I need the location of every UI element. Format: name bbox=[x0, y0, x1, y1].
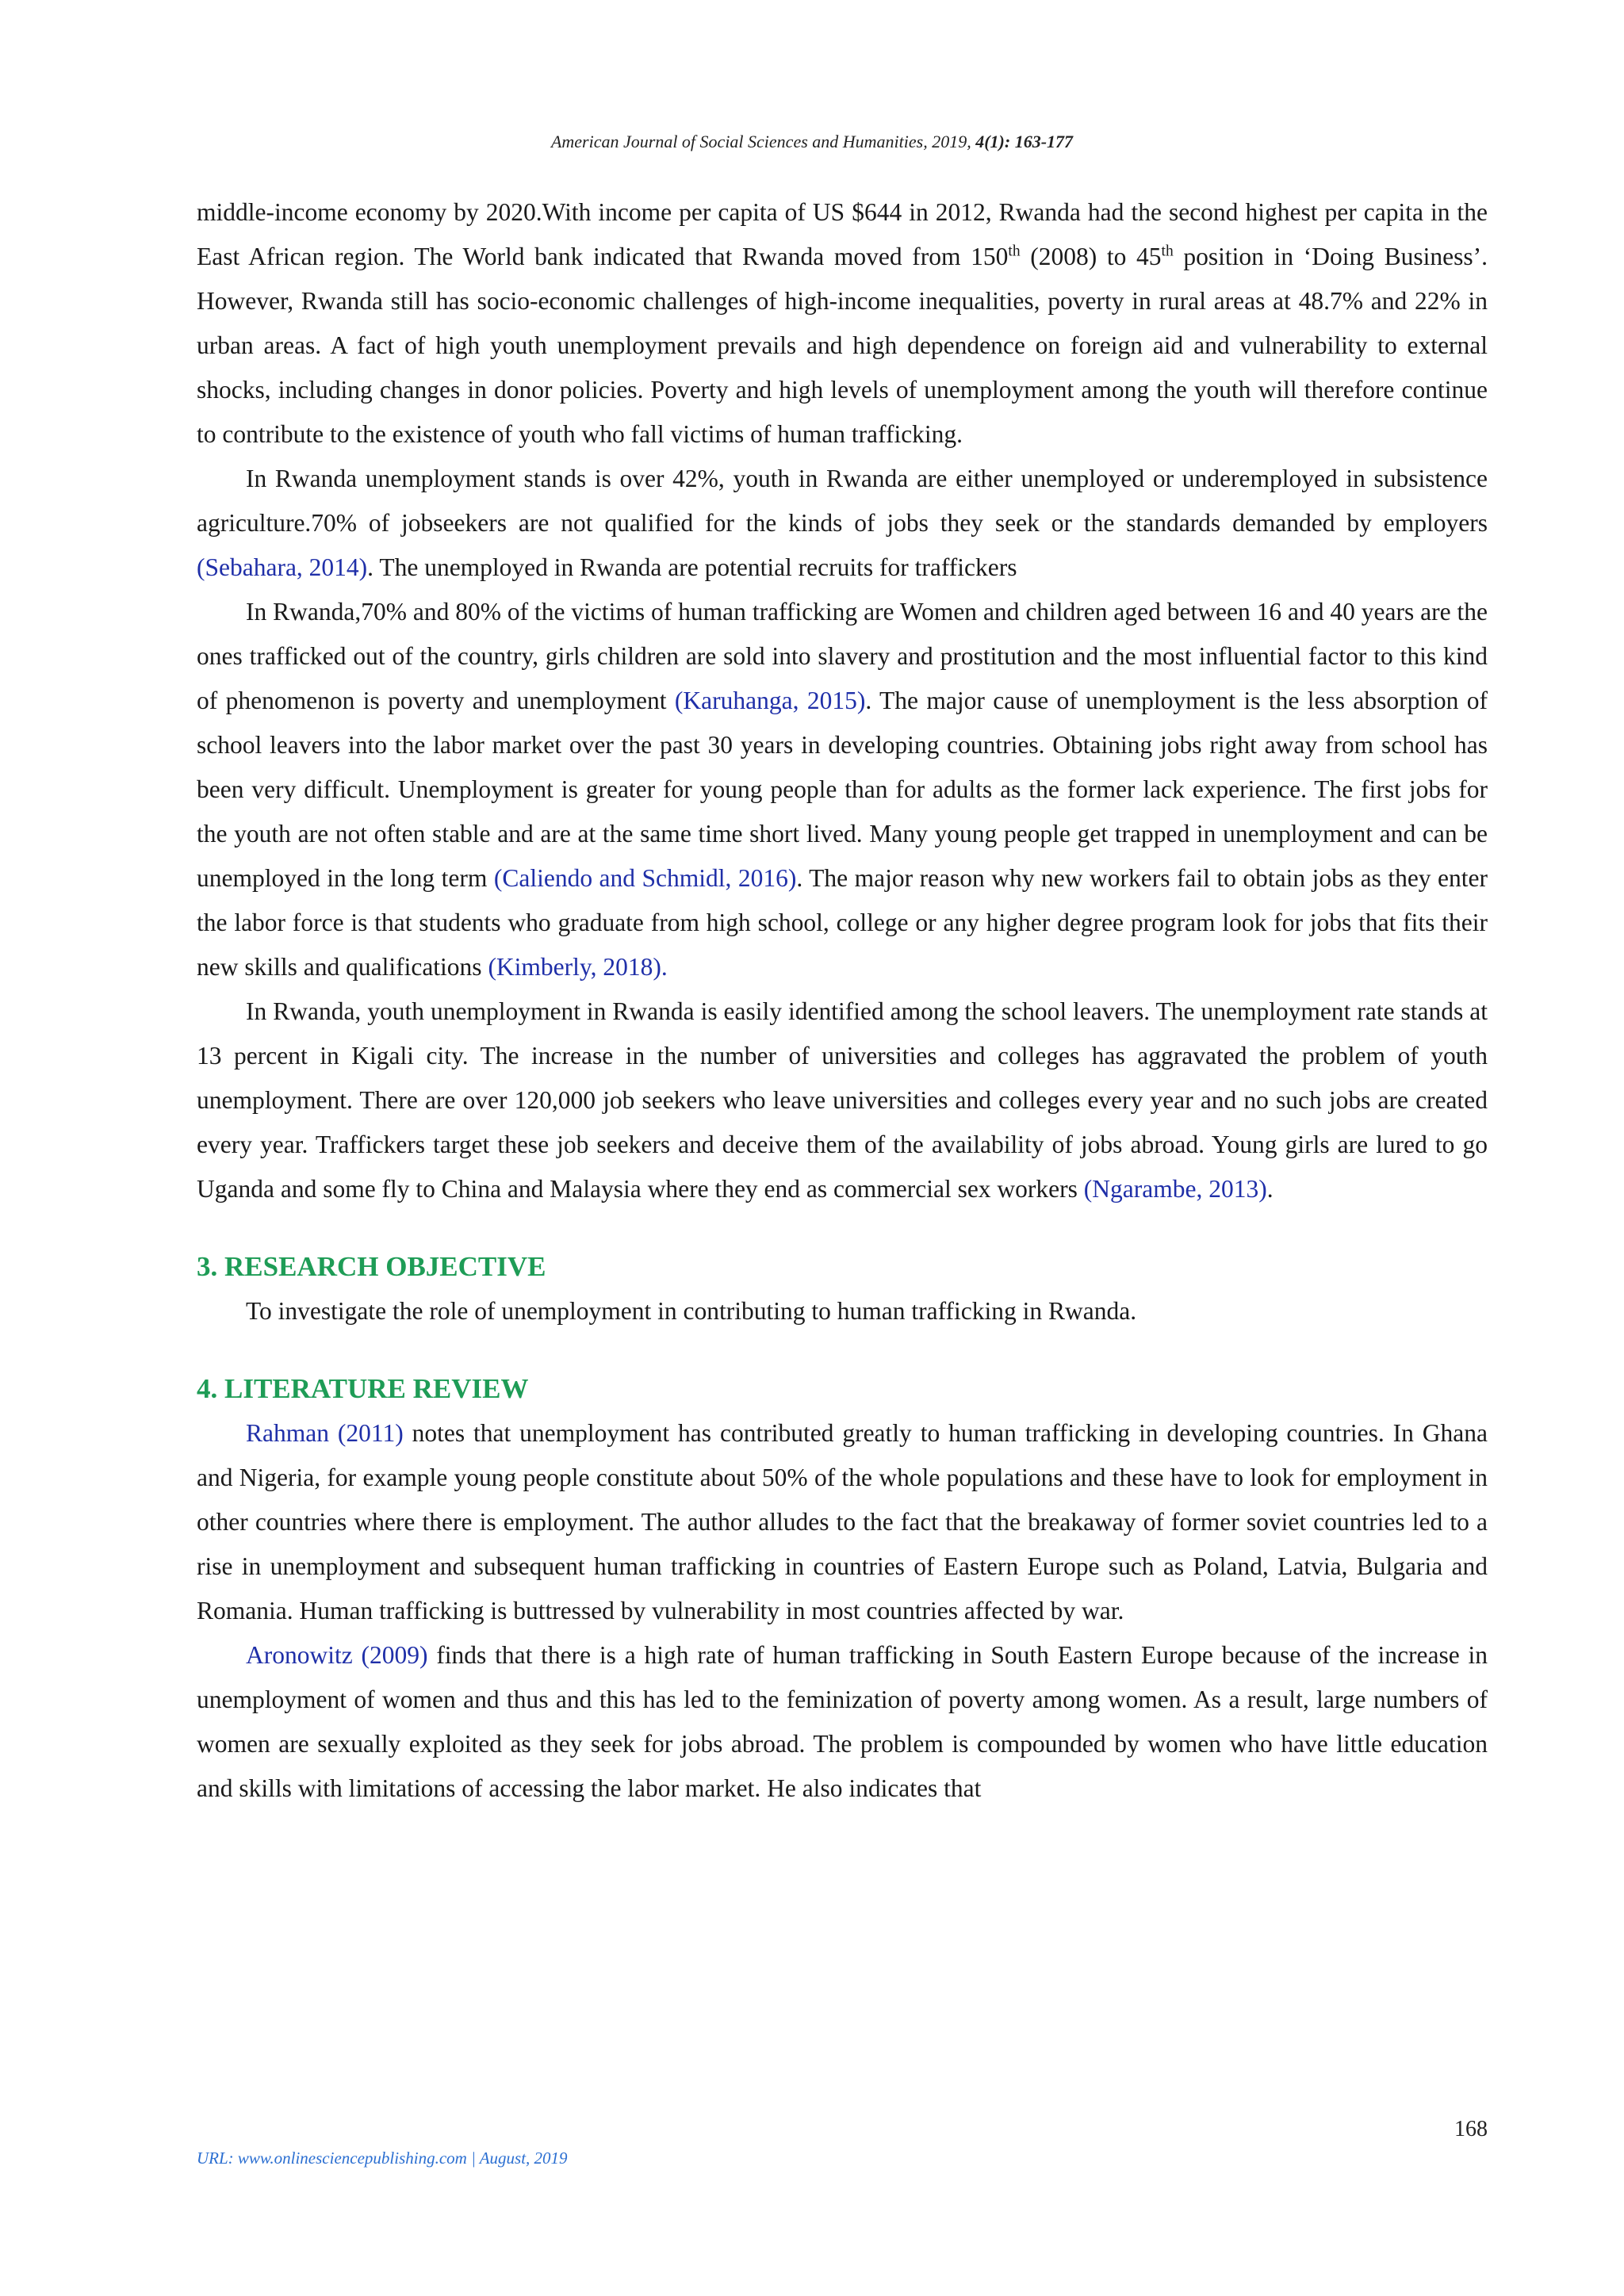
paragraph-text: notes that unemployment has contributed greatly to human trafficking in developing countries. In Ghana and Nigeria, for example young people constitute about 50% of the whole populations and these have to look for employment in other countries where there is employment. The author alludes to the fact that the breakaway of former soviet countries led to a rise in unemployment and subsequent human trafficking in countries of Eastern Europe such as Poland, Latvia, Bulgaria and Romania. Human trafficking is buttressed by vulnerability in most countries affected by war. bbox=[197, 1419, 1488, 1624]
literature-paragraph-2 bbox=[197, 1633, 1488, 1811]
superscript: th bbox=[1008, 243, 1021, 260]
page-number: 168 bbox=[1454, 2117, 1488, 2141]
paragraph-text: position in ‘Doing Business’. However, Rwanda still has socio-economic challenges of high-income inequalities, poverty in rural areas at 48.7% and 22% in urban areas. A fact of high youth unemployment prevails and high dependence on foreign aid and vulnerability to external shocks, including changes in donor policies. Poverty and high levels of unemployment among the youth will therefore continue to contribute to the existence of youth who fall victims of human trafficking. bbox=[197, 243, 1488, 448]
literature-paragraph-1 bbox=[197, 1411, 1488, 1633]
paragraph-text: In Rwanda unemployment stands is over 42%, youth in Rwanda are either unemployed or underemployed in subsistence agriculture.70% of jobseekers are not qualified for the kinds of jobs they seek or the standards demanded by employers bbox=[197, 465, 1488, 537]
citation-link[interactable]: (Kimberly, 2018) bbox=[488, 953, 661, 981]
main-content bbox=[197, 190, 1488, 1811]
journal-volume: 4(1): 163-177 bbox=[975, 132, 1074, 151]
section-heading-research-objective: 3. RESEARCH OBJECTIVE bbox=[197, 1251, 546, 1282]
paragraph-text: In Rwanda,70% and 80% of the victims of human trafficking are Women and children aged between 16 and 40 years are the ones trafficked out of the country, girls children are sold into slavery and prostitution and the most influential factor to this kind of phenomenon is poverty and unemployment bbox=[197, 598, 1488, 714]
citation-link[interactable]: Rahman (2011) bbox=[246, 1419, 404, 1447]
paragraph-text: . bbox=[1266, 1175, 1274, 1203]
paragraph-text: finds that there is a high rate of human trafficking in South Eastern Europe because of the increase in unemployment of women and thus and this has led to the feminization of poverty among women. As a result, large numbers of women are sexually exploited as they seek for jobs abroad. The problem is compounded by women who have little education and skills with limitations of accessing the labor market. He also indicates that bbox=[197, 1641, 1488, 1802]
paragraph-text: middle-income economy by 2020.With income per capita of US $644 in 2012, Rwanda had the second highest per capita in the East African region. The World bank indicated that Rwanda moved from 150 bbox=[197, 198, 1488, 270]
paragraph-3 bbox=[197, 590, 1488, 989]
paragraph-4 bbox=[197, 989, 1488, 1211]
citation-link[interactable]: Aronowitz (2009) bbox=[246, 1641, 428, 1669]
paragraph-text: . The unemployed in Rwanda are potential recruits for traffickers bbox=[367, 553, 1017, 581]
paragraph-text: In Rwanda, youth unemployment in Rwanda is easily identified among the school leavers. The unemployment rate stands at 13 percent in Kigali city. The increase in the number of universities and colleges has aggravated the problem of youth unemployment. There are over 120,000 job seekers who leave universities and colleges every year and no such jobs are created every year. Traffickers target these job seekers and deceive them of the availability of jobs abroad. Young girls are lured to go Uganda and some fly to China and Malaysia where they end as commercial sex workers bbox=[197, 997, 1488, 1203]
research-objective-text: To investigate the role of unemployment in contributing to human trafficking in Rwanda. bbox=[246, 1297, 1137, 1325]
footer-url[interactable]: URL: www.onlinesciencepublishing.com | August, 2019 bbox=[197, 2149, 568, 2168]
paragraph-2 bbox=[197, 457, 1488, 590]
superscript: th bbox=[1161, 243, 1174, 260]
paragraph-1 bbox=[197, 190, 1488, 457]
citation-link[interactable]: (Caliendo and Schmidl, 2016) bbox=[493, 864, 797, 892]
citation-link[interactable]: (Sebahara, 2014) bbox=[197, 553, 368, 581]
paragraph-text: . The major reason why new workers fail to obtain jobs as they enter the labor force is that students who graduate from high school, college or any higher degree program look for jobs that fits their new skills and qualifications bbox=[197, 864, 1488, 981]
paragraph-text: . The major cause of unemployment is the less absorption of school leavers into the labor market over the past 30 years in developing countries. Obtaining jobs right away from school has been very difficult. Unemployment is greater for young people than for adults as the former lack experience. The first jobs for the youth are not often stable and are at the same time short lived. Many young people get trapped in unemployment and can be unemployed in the long term bbox=[197, 687, 1488, 892]
citation-link[interactable]: (Karuhanga, 2015) bbox=[674, 687, 866, 714]
journal-name: American Journal of Social Sciences and Humanities, 2019, bbox=[550, 132, 976, 151]
section-heading-literature-review: 4. LITERATURE REVIEW bbox=[197, 1373, 529, 1404]
paragraph-text: (2008) to 45 bbox=[1020, 243, 1162, 270]
running-header bbox=[0, 132, 1624, 152]
paragraph-text: . bbox=[661, 953, 668, 981]
citation-link[interactable]: (Ngarambe, 2013) bbox=[1083, 1175, 1267, 1203]
